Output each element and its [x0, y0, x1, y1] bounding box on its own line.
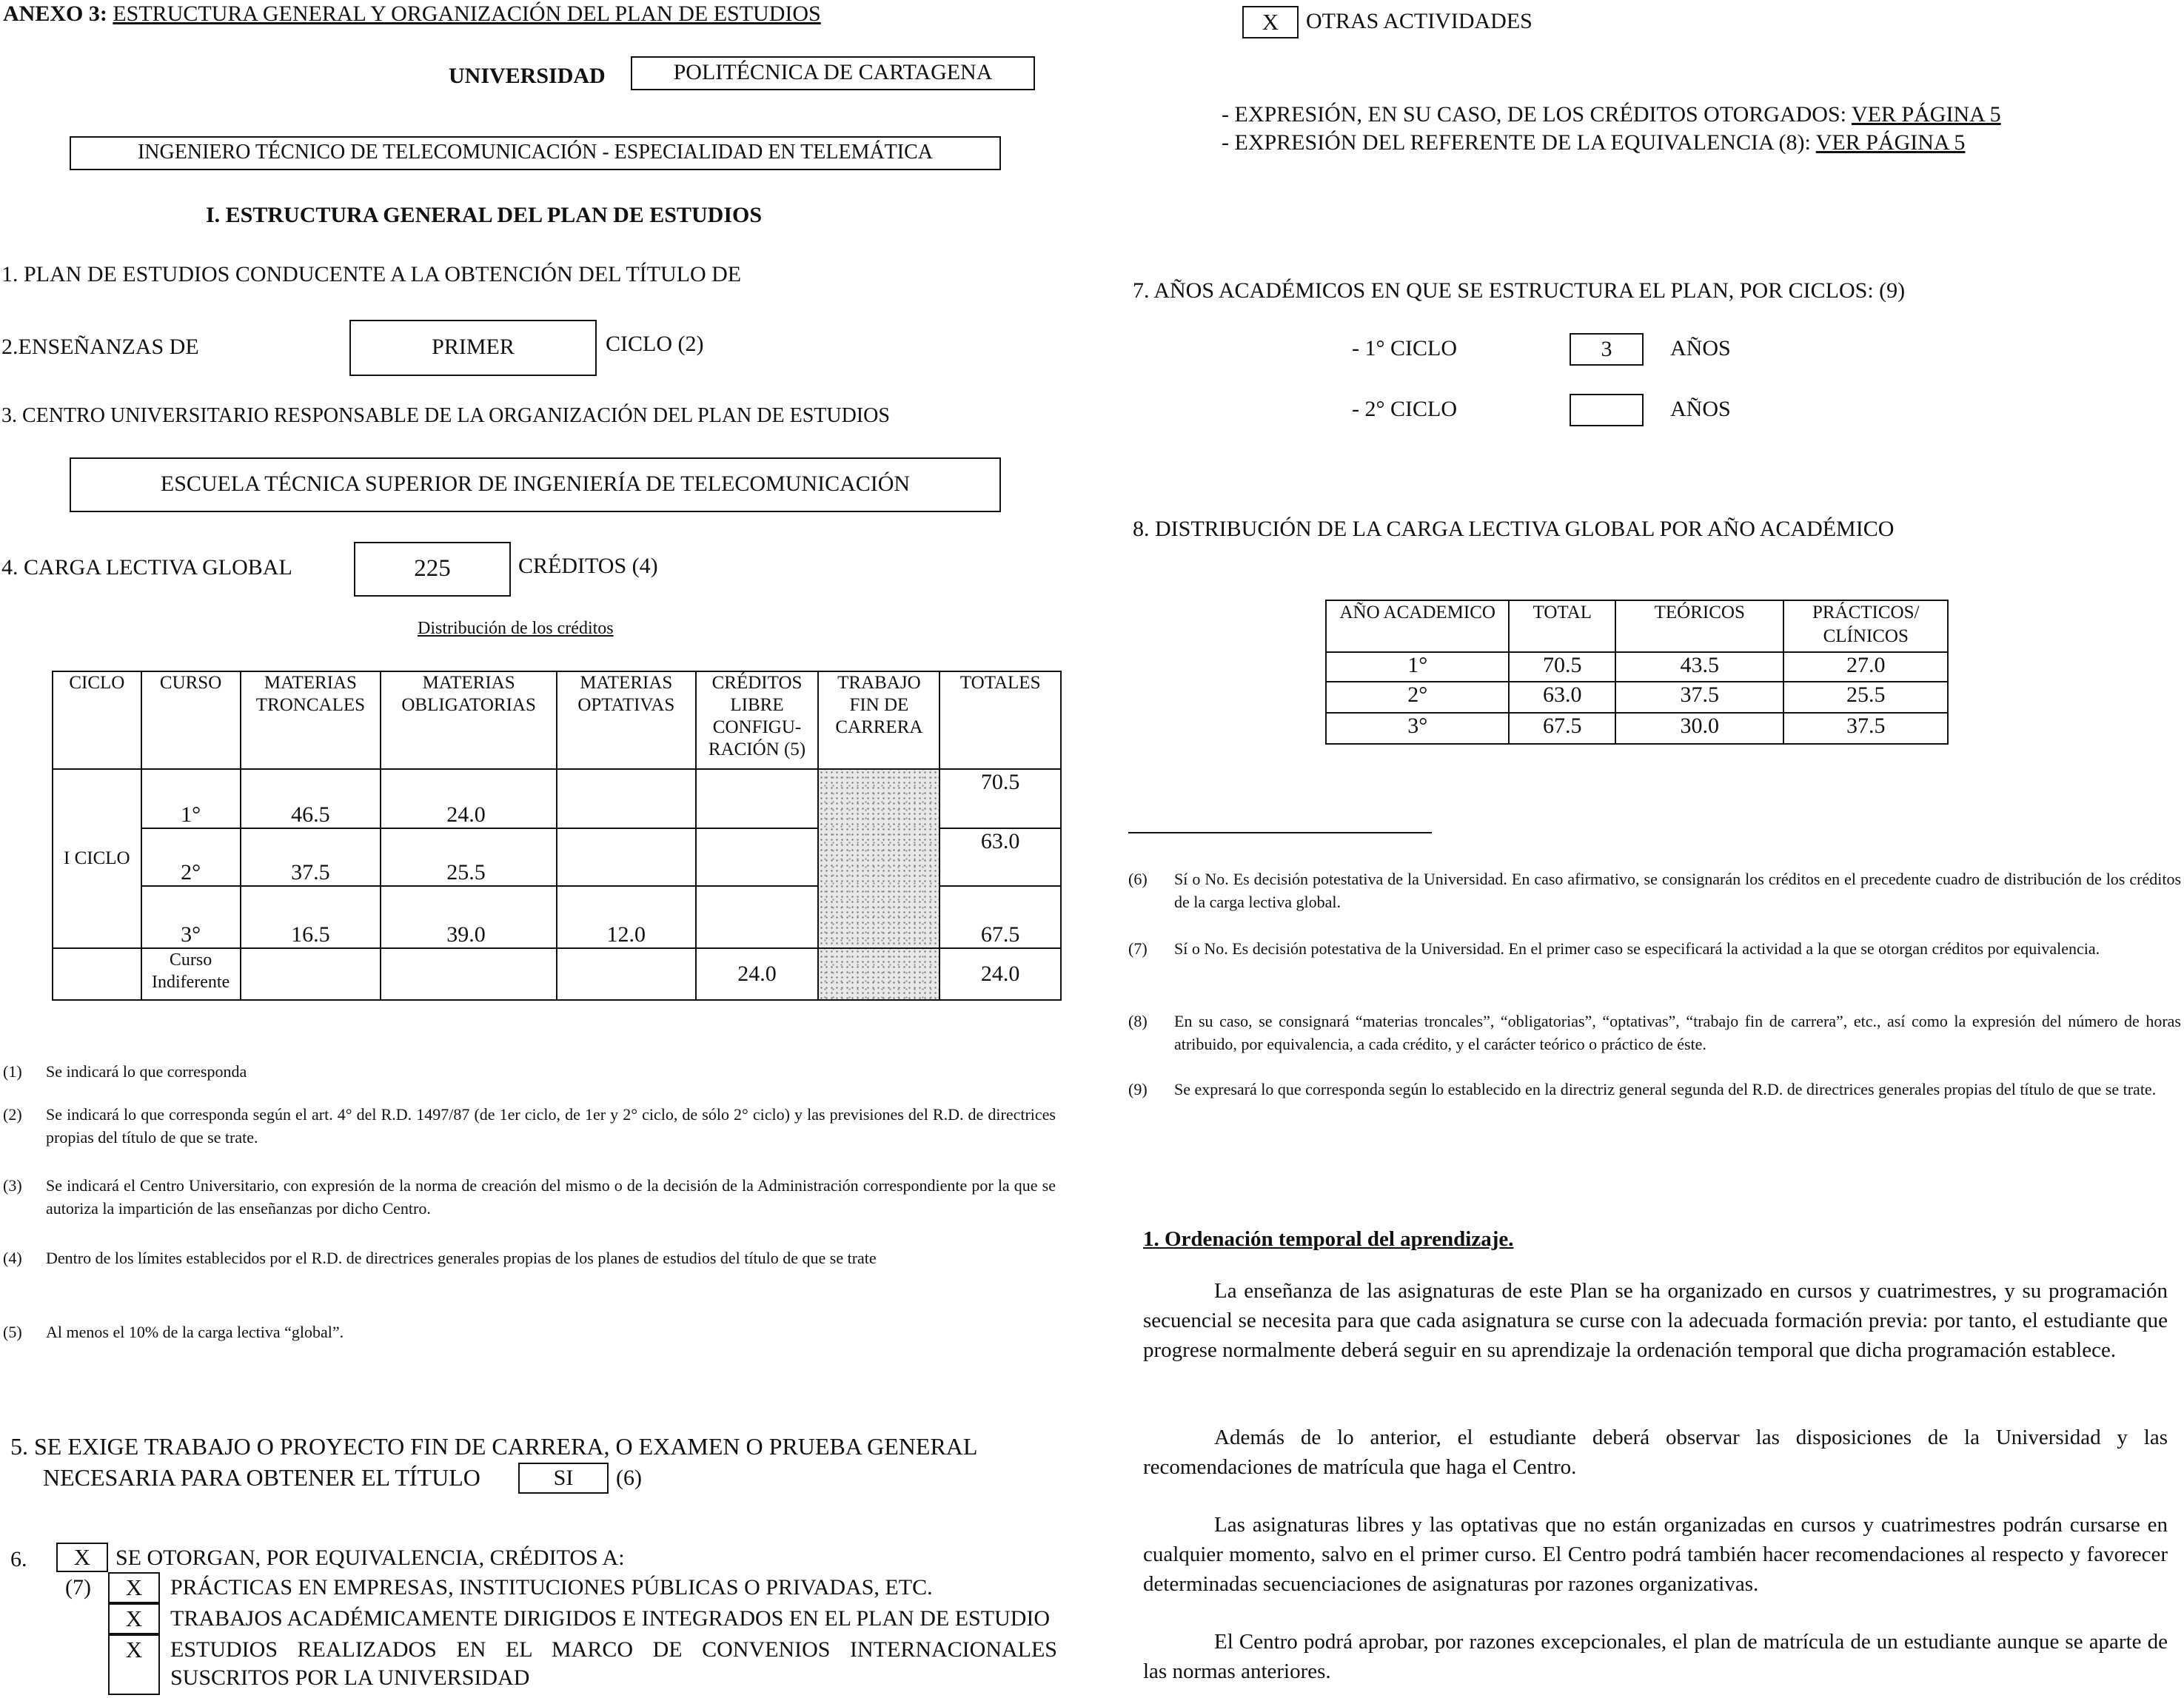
footnote-number: (4)	[3, 1249, 22, 1267]
cycle-1-years-label: AÑOS	[1670, 336, 1731, 360]
option-trabajos-label: TRABAJOS ACADÉMICAMENTE DIRIGIDOS E INTEGRADOS EN EL PLAN DE ESTUDIO	[170, 1606, 1051, 1631]
footnote-number: (2)	[3, 1105, 22, 1124]
obligatorias-cell: 24.0	[381, 769, 557, 828]
obligatorias-cell	[381, 948, 557, 1000]
total-cell: 63.0	[939, 828, 1061, 886]
practicos-cell: 27.0	[1783, 652, 1948, 682]
cycle-2-years-box	[1570, 394, 1644, 426]
option-trabajos-checkbox[interactable]: X	[108, 1603, 160, 1634]
curso-cell: 1°	[141, 769, 241, 828]
annex-label: ANEXO 3:	[3, 1, 107, 26]
col-obligatorias: MATERIAS OBLIGATORIAS	[381, 671, 557, 769]
year-row	[1326, 713, 1948, 744]
footnote-number: (9)	[1128, 1080, 1148, 1098]
total-cell: 67.5	[1509, 713, 1615, 744]
teoricos-cell: 43.5	[1615, 652, 1783, 682]
footnote-text: Al menos el 10% de la carga lectiva “global”.	[46, 1323, 344, 1341]
item-5-answer-box: SI	[518, 1463, 609, 1494]
troncales-cell: 37.5	[241, 828, 381, 886]
footnote-number: (6)	[1128, 870, 1148, 888]
section-heading: I. ESTRUCTURA GENERAL DEL PLAN DE ESTUDIOS	[206, 203, 763, 227]
cycle-2-years-label: AÑOS	[1670, 397, 1731, 421]
practicos-cell: 37.5	[1783, 713, 1948, 744]
cycle-1-years-box: 3	[1570, 333, 1644, 366]
year-cell: 2°	[1326, 682, 1509, 713]
expresion-creditos-label: - EXPRESIÓN, EN SU CASO, DE LOS CRÉDITOS OTORGADOS:	[1222, 102, 1846, 127]
annex-heading	[3, 1, 821, 27]
total-cell: 24.0	[939, 948, 1061, 1000]
troncales-cell: 16.5	[241, 886, 381, 948]
footnote-text: Dentro de los límites establecidos por el R.D. de directrices generales propias de los planes de estudios del título de que se trate	[46, 1249, 877, 1267]
cycle-empty-cell	[53, 948, 141, 1000]
ordenacion-paragraph-2: Además de lo anterior, el estudiante deberá observar las disposiciones de la Universidad y las recomendaciones de matrícula que haga el Centro.	[1143, 1426, 2168, 1479]
footnote-number: (3)	[3, 1176, 22, 1195]
item-6-note: (7)	[65, 1575, 91, 1600]
option-estudios-label: ESTUDIOS REALIZADOS EN EL MARCO DE CONVENIOS INTERNACIONALES	[170, 1637, 1057, 1662]
optativas-cell	[557, 769, 696, 828]
annex-title: ESTRUCTURA GENERAL Y ORGANIZACIÓN DEL PLAN DE ESTUDIOS	[113, 1, 821, 26]
col-troncales: MATERIAS TRONCALES	[241, 671, 381, 769]
option-practicas-label: PRÁCTICAS EN EMPRESAS, INSTITUCIONES PÚBLICAS O PRIVADAS, ETC.	[170, 1575, 933, 1600]
curso-indiferente-cell: Curso Indiferente	[141, 948, 241, 1000]
credits-table	[52, 671, 1062, 1001]
cycle-1-label: - 1° CICLO	[1352, 336, 1457, 360]
center-box: ESCUELA TÉCNICA SUPERIOR DE INGENIERÍA DE TELECOMUNICACIÓN	[70, 457, 1001, 512]
troncales-cell: 46.5	[241, 769, 381, 828]
ordenacion-heading: 1. Ordenación temporal del aprendizaje.	[1143, 1227, 1514, 1251]
col-total: TOTAL	[1509, 600, 1615, 652]
col-ano: AÑO ACADEMICO	[1326, 600, 1509, 652]
footnote-text: Se indicará lo que corresponda según el art. 4° del R.D. 1497/87 (de 1er ciclo, de 1er y 2° ciclo, de sólo 2° ciclo) y las previsiones del R.D. de directrices propias del título de que se trate.	[46, 1105, 1056, 1147]
ordenacion-paragraph-1: La enseñanza de las asignaturas de este Plan se ha organizado en cursos y cuatrimestres, y su programación secuencial se necesita para que cada asignatura se curse con la adecuada formación previa: por tanto, el estudiante que progrese normalmente deberá seguir en su aprendizaje la ordenación temporal que dicha programación establece.	[1143, 1279, 2168, 1362]
item-5-line1: 5. SE EXIGE TRABAJO O PROYECTO FIN DE CARRERA, O EXAMEN O PRUEBA GENERAL	[10, 1433, 978, 1460]
col-totales: TOTALES	[939, 671, 1061, 769]
item-6-number: 6.	[10, 1547, 27, 1571]
otras-actividades-label: OTRAS ACTIVIDADES	[1306, 9, 1533, 33]
total-cell: 67.5	[939, 886, 1061, 948]
item-7: 7. AÑOS ACADÉMICOS EN QUE SE ESTRUCTURA EL PLAN, POR CICLOS: (9)	[1133, 278, 1906, 303]
footnote-text: Se indicará lo que corresponda	[46, 1062, 247, 1081]
libre-cell	[696, 769, 819, 828]
optativas-cell	[557, 828, 696, 886]
cycle-cell: I CICLO	[53, 769, 141, 948]
footnote-number: (8)	[1128, 1012, 1148, 1030]
footnote-number: (5)	[3, 1323, 22, 1341]
total-cell: 63.0	[1509, 682, 1615, 713]
footnote-divider	[1128, 832, 1432, 833]
credits-table-header	[53, 671, 1061, 769]
expresion-creditos	[1222, 102, 2001, 127]
year-row	[1326, 682, 1948, 713]
teoricos-cell: 30.0	[1615, 713, 1783, 744]
university-name-box: POLITÉCNICA DE CARTAGENA	[631, 56, 1035, 90]
university-label: UNIVERSIDAD	[449, 64, 606, 88]
expresion-referente-label: - EXPRESIÓN DEL REFERENTE DE LA EQUIVALENCIA (8):	[1222, 130, 1811, 155]
table-row-indiferente	[53, 948, 1061, 1000]
cycle-2-label: - 2° CICLO	[1352, 397, 1457, 421]
expresion-referente	[1222, 130, 1965, 155]
item-5-note: (6)	[616, 1466, 642, 1490]
footnote-number: (7)	[1128, 939, 1148, 958]
credits-box: 225	[354, 542, 511, 597]
footnote-text: Sí o No. Es decisión potestativa de la Universidad. En caso afirmativo, se consignarán los créditos en el precedente cuadro de distribución de los créditos de la carga lectiva global.	[1174, 870, 2181, 911]
degree-box: INGENIERO TÉCNICO DE TELECOMUNICACIÓN - ESPECIALIDAD EN TELEMÁTICA	[70, 136, 1001, 170]
col-teoricos: TEÓRICOS	[1615, 600, 1783, 652]
col-libre: CRÉDITOS LIBRE CONFIGU- RACIÓN (5)	[696, 671, 819, 769]
item-4-suffix: CRÉDITOS (4)	[518, 554, 658, 578]
obligatorias-cell: 39.0	[381, 886, 557, 948]
footnote-text: Se expresará lo que corresponda según lo establecido en la directriz general segunda del R.D. de directrices generales propias del título de que se trate.	[1174, 1080, 2157, 1098]
obligatorias-cell: 25.5	[381, 828, 557, 886]
year-distribution-table	[1325, 600, 1949, 745]
option-estudios-label-2: SUSCRITOS POR LA UNIVERSIDAD	[170, 1665, 530, 1690]
libre-cell	[696, 886, 819, 948]
col-trabajo: TRABAJO FIN DE CARRERA	[818, 671, 939, 769]
total-cell: 70.5	[1509, 652, 1615, 682]
troncales-cell	[241, 948, 381, 1000]
trabajo-hatch	[818, 769, 939, 948]
cycle-box: PRIMER	[349, 320, 597, 376]
year-table-header	[1326, 600, 1948, 652]
footnote-text: Se indicará el Centro Universitario, con expresión de la norma de creación del mismo o de la decisión de la Administración correspondiente por la que se autoriza la impartición de las enseñanzas por dicho Centro.	[46, 1176, 1056, 1218]
year-cell: 1°	[1326, 652, 1509, 682]
item-6-label: SE OTORGAN, POR EQUIVALENCIA, CRÉDITOS A:	[115, 1546, 625, 1570]
otras-actividades-checkbox[interactable]: X	[1242, 6, 1299, 38]
year-row	[1326, 652, 1948, 682]
optativas-cell	[557, 948, 696, 1000]
option-practicas-checkbox[interactable]: X	[108, 1572, 160, 1603]
practicos-cell: 25.5	[1783, 682, 1948, 713]
item-6-checkbox[interactable]: X	[56, 1543, 108, 1572]
item-3: 3. CENTRO UNIVERSITARIO RESPONSABLE DE LA ORGANIZACIÓN DEL PLAN DE ESTUDIOS	[1, 404, 890, 427]
item-2-suffix: CICLO (2)	[606, 332, 704, 356]
col-ciclo: CICLO	[53, 671, 141, 769]
expresion-creditos-link[interactable]: VER PÁGINA 5	[1851, 102, 2001, 127]
item-8: 8. DISTRIBUCIÓN DE LA CARGA LECTIVA GLOBAL POR AÑO ACADÉMICO	[1133, 517, 1895, 541]
curso-cell: 2°	[141, 828, 241, 886]
col-optativas: MATERIAS OPTATIVAS	[557, 671, 696, 769]
footnote-text: Sí o No. Es decisión potestativa de la Universidad. En el primer caso se especificará la actividad a la que se otorgan créditos por equivalencia.	[1174, 939, 2100, 958]
ordenacion-paragraph-3: Las asignaturas libres y las optativas que no están organizadas en cursos y cuatrimestres podrán cursarse en cualquier momento, salvo en el primer curso. El Centro podrá también hacer recomendaciones al respecto y favorecer determinadas secuenciaciones de asignaturas por razones organizativas.	[1143, 1513, 2168, 1596]
col-practicos: PRÁCTICOS/ CLÍNICOS	[1783, 600, 1948, 652]
table-caption: Distribución de los créditos	[418, 619, 614, 638]
year-cell: 3°	[1326, 713, 1509, 744]
libre-cell: 24.0	[696, 948, 819, 1000]
footnote-text: En su caso, se consignará “materias troncales”, “obligatorias”, “optativas”, “trabajo fin de carrera”, etc., así como la expresión del número de horas atribuido, por equivalencia, a cada crédito, y el carácter teórico o práctico de éste.	[1174, 1012, 2181, 1053]
teoricos-cell: 37.5	[1615, 682, 1783, 713]
trabajo-hatch	[818, 948, 939, 1000]
footnote-number: (1)	[3, 1062, 22, 1081]
item-4-label: 4. CARGA LECTIVA GLOBAL	[1, 555, 292, 580]
col-curso: CURSO	[141, 671, 241, 769]
curso-cell: 3°	[141, 886, 241, 948]
item-5-line2: NECESARIA PARA OBTENER EL TÍTULO	[43, 1464, 480, 1491]
optativas-cell: 12.0	[557, 886, 696, 948]
option-estudios-checkbox[interactable]: X	[108, 1634, 160, 1695]
item-2-label: 2.ENSEÑANZAS DE	[1, 335, 199, 359]
total-cell: 70.5	[939, 769, 1061, 828]
table-row	[53, 769, 1061, 828]
ordenacion-paragraph-4: El Centro podrá aprobar, por razones excepcionales, el plan de matrícula de un estudiante aunque se aparte de las normas anteriores.	[1143, 1630, 2168, 1683]
expresion-referente-link[interactable]: VER PÁGINA 5	[1815, 130, 1966, 155]
item-1: 1. PLAN DE ESTUDIOS CONDUCENTE A LA OBTENCIÓN DEL TÍTULO DE	[1, 262, 742, 286]
libre-cell	[696, 828, 819, 886]
